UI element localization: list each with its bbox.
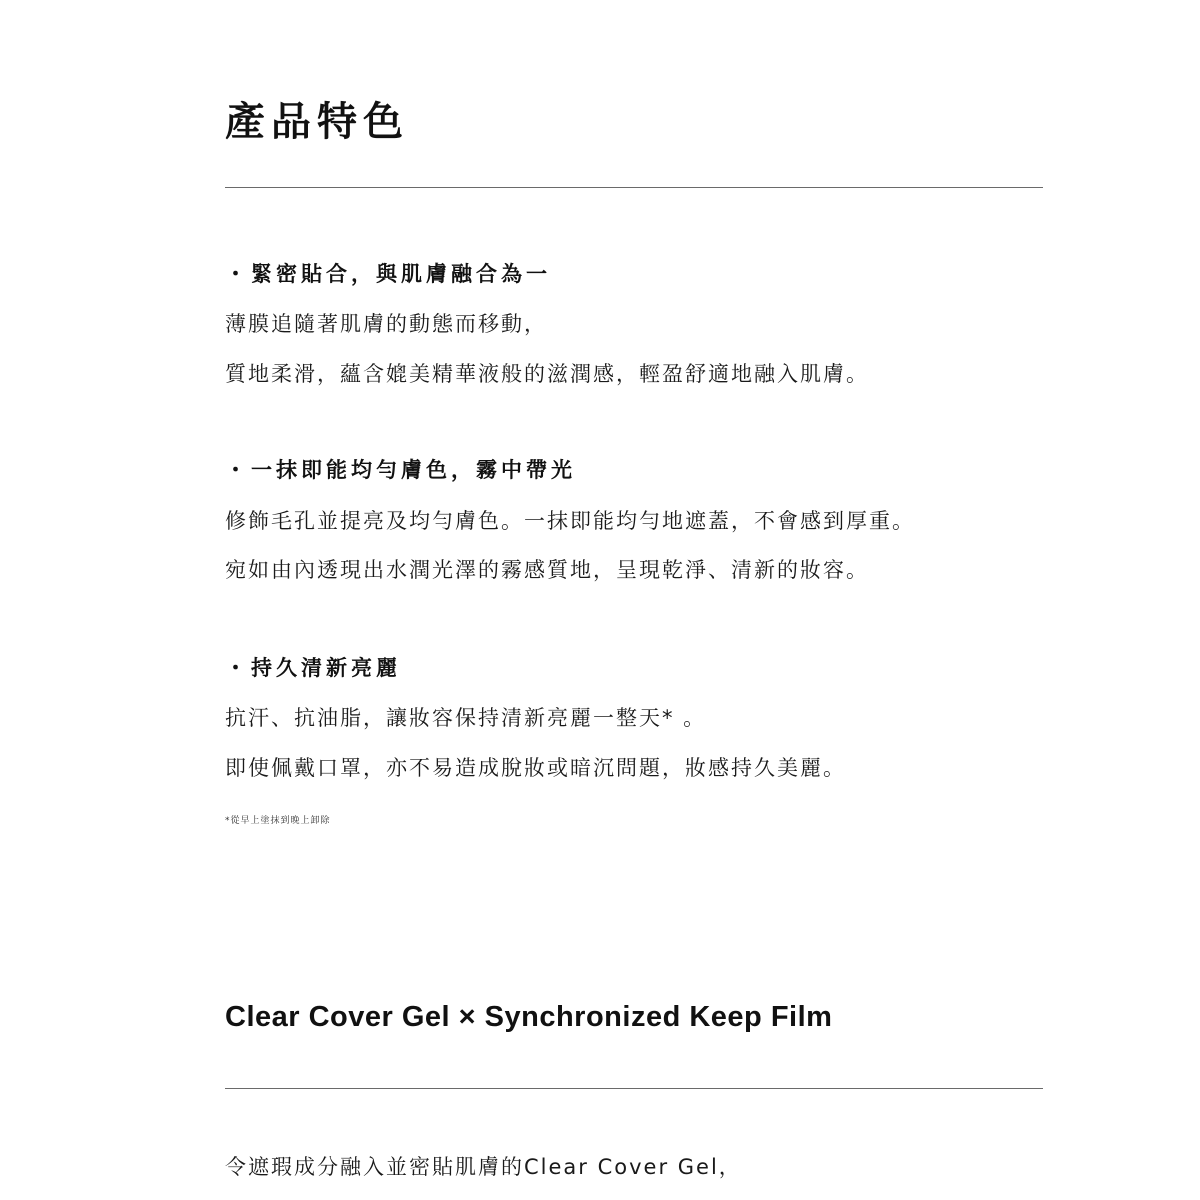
feature-heading-3 [225,653,401,683]
feature-heading-text: 一抹即能均勻膚色，霧中帶光 [251,458,576,482]
feature-heading-text: 持久清新亮麗 [251,656,401,680]
bullet-icon: ・ [225,458,250,482]
bullet-icon: ・ [225,262,250,286]
feature-2-line-2: 宛如由內透現出水潤光澤的霧感質地，呈現乾淨、清新的妝容。 [225,558,869,582]
feature-3-line-2: 即使佩戴口罩，亦不易造成脫妝或暗沉問題，妝感持久美麗。 [225,756,846,780]
feature-3-line-1: 抗汗、抗油脂，讓妝容保持清新亮麗一整天* 。 [225,706,707,730]
feature-2-line-1: 修飾毛孔並提亮及均勻膚色。一抹即能均勻地遮蓋，不會感到厚重。 [225,509,915,533]
feature-1-line-2: 質地柔滑，蘊含媲美精華液般的滋潤感，輕盈舒適地融入肌膚。 [225,362,869,386]
title-divider [225,187,1043,188]
bullet-icon: ・ [225,656,250,680]
features-title: 產品特色 [225,99,409,145]
technology-title: Clear Cover Gel × Synchronized Keep Film [225,1001,833,1033]
technology-line-1: 令遮瑕成分融入並密貼肌膚的Clear Cover Gel， [225,1155,742,1179]
feature-heading-text: 緊密貼合，與肌膚融合為一 [251,262,551,286]
technology-divider [225,1088,1043,1089]
feature-1-line-1: 薄膜追隨著肌膚的動態而移動， [225,312,547,336]
footnote: *從早上塗抹到晚上卸除 [225,816,331,826]
feature-heading-1 [225,259,551,289]
product-features-page [225,0,1043,1200]
feature-heading-2 [225,455,576,485]
